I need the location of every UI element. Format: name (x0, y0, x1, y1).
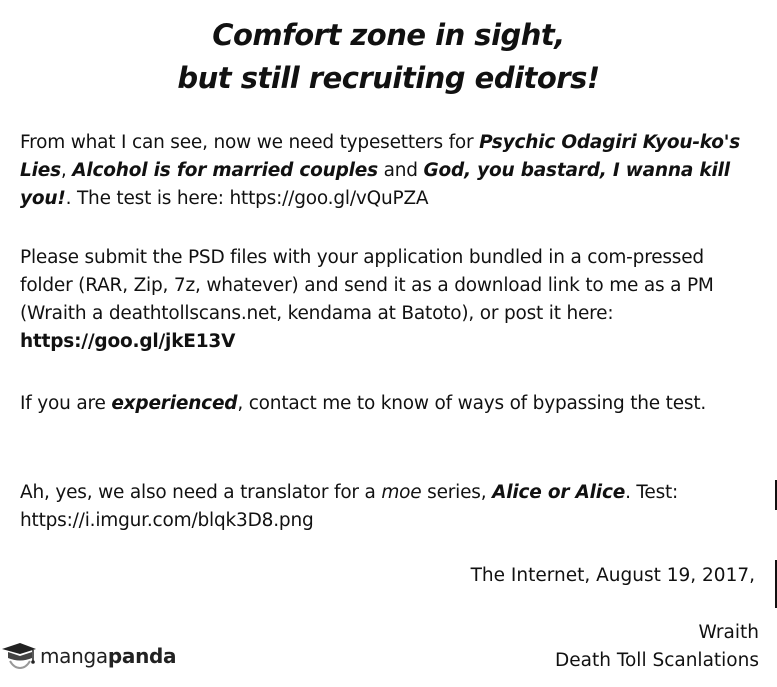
series-separator-and: and (377, 160, 424, 181)
panda-logo-icon (0, 641, 38, 671)
translator-test-link: . Test: https://i.imgur.com/blqk3D8.png (20, 482, 679, 531)
watermark-text-manga: manga (40, 644, 108, 668)
mangapanda-watermark (0, 636, 200, 676)
series-title-psychic-odagiri: Psychic Odagiri Kyou-ko's Lies (20, 132, 741, 181)
experienced-emphasis: experienced (111, 393, 238, 414)
experienced-paragraph (20, 390, 760, 418)
signoff-date: The Internet, August 19, 2017, (470, 565, 755, 586)
translator-paragraph (20, 479, 760, 535)
submission-instructions: Please submit the PSD files with your application bundled in a com-pressed folder (RAR, Zip, 7z, whatever) and send it as a download link to me as a PM (Wraith a deathtollscans.net, kendama at Batoto), or post it here: (20, 247, 714, 324)
experienced-intro: If you are (20, 393, 112, 414)
series-separator: , (60, 160, 73, 181)
submission-link: https://goo.gl/jkE13V (20, 331, 236, 352)
page-title-line-1: Comfort zone in sight, (212, 18, 565, 52)
submission-paragraph (20, 244, 760, 356)
typesetter-test-link: . The test is here: https://goo.gl/vQuPZA (65, 188, 429, 209)
series-title-alcohol: Alcohol is for married couples (72, 160, 378, 181)
typesetter-intro: From what I can see, now we need typesetters for (20, 132, 480, 153)
translator-mid: series, (421, 482, 493, 503)
series-title-alice-or-alice: Alice or Alice (492, 482, 626, 503)
signoff-group: Death Toll Scanlations (555, 650, 759, 671)
moe-emphasis: moe (381, 482, 422, 503)
watermark-text (40, 636, 176, 676)
typesetter-paragraph (20, 129, 760, 213)
page-title-line-2: but still recruiting editors! (177, 61, 600, 95)
signoff-name: Wraith (698, 622, 759, 643)
watermark-text-panda: panda (107, 644, 177, 668)
experienced-outro: , contact me to know of ways of bypassing the test. (237, 393, 707, 414)
translator-intro: Ah, yes, we also need a translator for a (20, 482, 382, 503)
series-title-god-bastard: God, you bastard, I wanna kill you! (20, 160, 730, 209)
